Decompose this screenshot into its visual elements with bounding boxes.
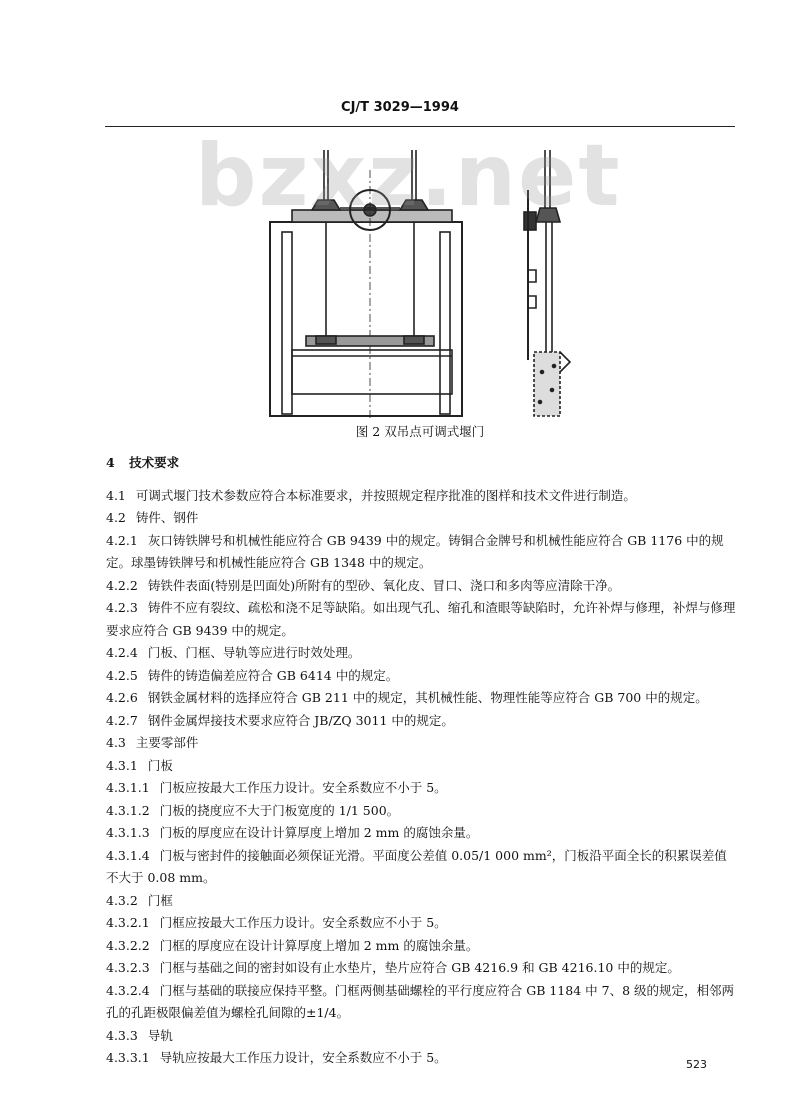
clause-text: 门板的挠度应不大于门板宽度的 1/1 500。 — [159, 802, 400, 818]
clause-number: 4.3.2.2 — [106, 937, 150, 953]
document-body — [106, 452, 736, 1070]
clause-text: 主要零部件 — [135, 735, 199, 750]
clause-text: 钢件金属焊接技术要求应符合 JB/ZQ 3011 中的规定。 — [147, 712, 454, 728]
standard-code: CJ/T 3029—1994 — [341, 100, 459, 115]
watermark-logo: bzxz.net — [195, 126, 622, 226]
clause — [106, 1025, 736, 1048]
weir-gate-drawing — [260, 140, 580, 420]
clause-text: 门板与密封件的接触面必须保证光滑。平面度公差值 0.05/1 000 mm²，门板沿平面全长的积累误差值不大于 0.08 mm。 — [106, 847, 727, 885]
clause — [106, 935, 736, 958]
clause — [106, 642, 736, 665]
clause-number: 4.3.2.4 — [106, 982, 150, 998]
side-view — [524, 150, 570, 416]
clause-number: 4.2.5 — [106, 667, 138, 683]
clause-number: 4.3.2 — [106, 892, 138, 908]
clause — [106, 1047, 736, 1070]
clause-text: 钢铁金属材料的选择应符合 GB 211 中的规定，其机械性能、物理性能等应符合 GB 700 中的规定。 — [147, 690, 708, 705]
clause — [106, 845, 736, 890]
header-rule — [105, 126, 735, 127]
clause-number: 4.3.1.4 — [106, 847, 150, 863]
clause-number: 4.2.3 — [106, 600, 138, 615]
clause-number: 4.3.1.2 — [106, 802, 150, 818]
clause-text: 可调式堰门技术参数应符合本标准要求，并按照规定程序批准的图样和技术文件进行制造。 — [135, 487, 636, 503]
clause — [106, 980, 736, 1025]
clause — [106, 890, 736, 913]
clause-number: 4.2.7 — [106, 712, 138, 728]
clause-text: 铸件的铸造偏差应符合 GB 6414 中的规定。 — [147, 667, 399, 683]
clause-text: 铸件不应有裂纹、疏松和浇不足等缺陷。如出现气孔、缩孔和渣眼等缺陷时，允许补焊与修理，补焊与修理要求应符合 GB 9439 中的规定。 — [106, 600, 736, 638]
clause — [106, 800, 736, 823]
clause-number: 4.2.1 — [106, 532, 138, 548]
section-number: 4 — [106, 455, 115, 470]
clause — [106, 530, 736, 575]
clause-text: 门框应按最大工作压力设计。安全系数应不小于 5。 — [159, 915, 447, 930]
clause-number: 4.3.3.1 — [106, 1050, 150, 1065]
section-heading — [106, 452, 736, 475]
clause-text: 门板 — [147, 757, 173, 773]
clause-text: 门框与基础的联接应保持平整。门框两侧基础螺栓的平行度应符合 GB 1184 中 7、8 级的规定，相邻两孔的孔距极限偏差值为螺栓孔间隙的±1/4。 — [106, 982, 734, 1020]
front-view — [270, 150, 462, 420]
clause-text: 门框与基础之间的密封如设有止水垫片，垫片应符合 GB 4216.9 和 GB 4216.10 中的规定。 — [159, 960, 680, 975]
clause-text: 导轨应按最大工作压力设计，安全系数应不小于 5。 — [159, 1050, 447, 1065]
clause — [106, 732, 736, 755]
clause-text: 门板应按最大工作压力设计。安全系数应不小于 5。 — [159, 780, 447, 795]
clause-text: 灰口铸铁牌号和机械性能应符合 GB 9439 中的规定。铸铜合金牌号和机械性能应符合 GB 1176 中的规定。球墨铸铁牌号和机械性能应符合 GB 1348 中的规定。 — [106, 532, 724, 570]
figure-caption: 图 2 双吊点可调式堰门 — [355, 424, 485, 439]
clause-number: 4.3.3 — [106, 1027, 138, 1043]
clause-text: 门板、门框、导轨等应进行时效处理。 — [147, 645, 361, 660]
clause-number: 4.3.1.3 — [106, 825, 150, 840]
clause-number: 4.1 — [106, 487, 126, 503]
clause-text: 门框 — [147, 892, 173, 908]
clause-number: 4.3 — [106, 735, 126, 750]
clause — [106, 507, 736, 530]
clause-list — [106, 485, 736, 1070]
running-header — [0, 100, 800, 115]
clause-number: 4.2 — [106, 510, 126, 525]
clause — [106, 485, 736, 508]
clause-number: 4.2.2 — [106, 577, 138, 593]
clause — [106, 755, 736, 778]
clause-number: 4.3.1.1 — [106, 780, 150, 795]
clause-text: 门板的厚度应在设计计算厚度上增加 2 mm 的腐蚀余量。 — [159, 825, 479, 840]
clause — [106, 665, 736, 688]
clause — [106, 957, 736, 980]
clause — [106, 822, 736, 845]
clause — [106, 777, 736, 800]
clause — [106, 912, 736, 935]
clause-text: 门框的厚度应在设计计算厚度上增加 2 mm 的腐蚀余量。 — [159, 937, 479, 953]
clause-number: 4.3.1 — [106, 757, 138, 773]
clause-text: 铸铁件表面(特别是凹面处)所附有的型砂、氧化皮、冒口、浇口和多肉等应清除干净。 — [147, 577, 621, 593]
clause — [106, 710, 736, 733]
clause — [106, 687, 736, 710]
clause-number: 4.3.2.1 — [106, 915, 150, 930]
page-number: 523 — [686, 1058, 707, 1071]
clause-text: 导轨 — [147, 1027, 173, 1043]
clause-text: 铸件、钢件 — [135, 510, 199, 525]
clause-number: 4.3.2.3 — [106, 960, 150, 975]
section-title: 技术要求 — [129, 455, 180, 470]
clause-number: 4.2.6 — [106, 690, 138, 705]
clause — [106, 575, 736, 598]
clause-number: 4.2.4 — [106, 645, 138, 660]
clause — [106, 597, 736, 642]
